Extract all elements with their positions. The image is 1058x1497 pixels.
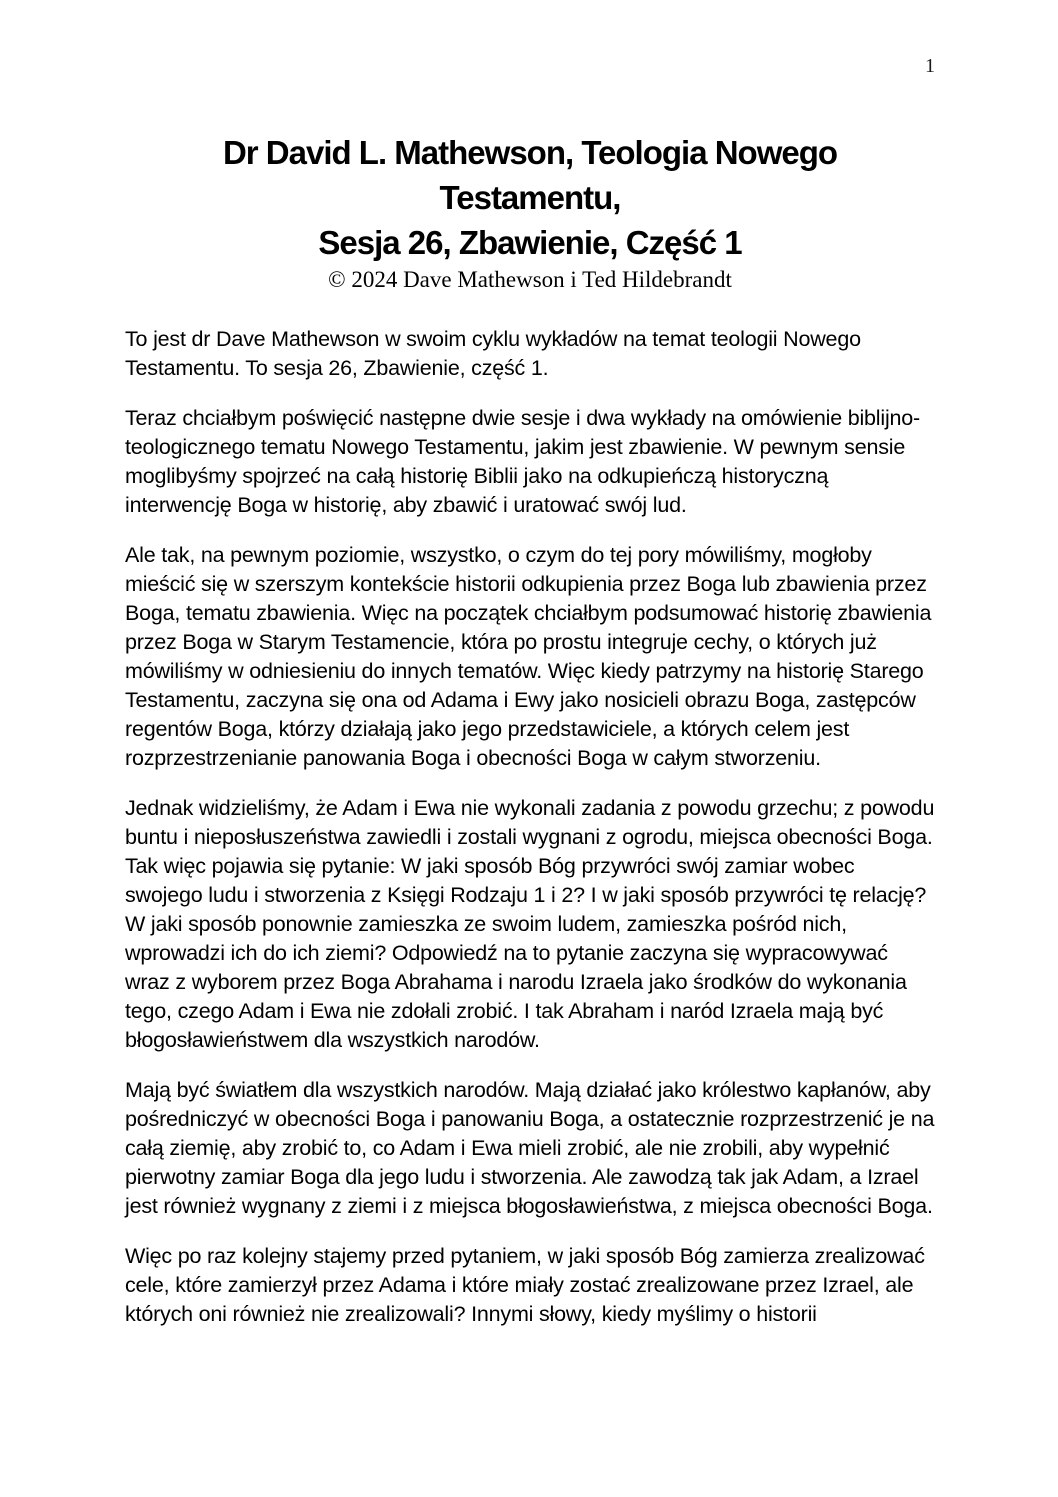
document-title <box>125 130 935 265</box>
paragraph: Mają być światłem dla wszystkich narodów. Mają działać jako królestwo kapłanów, aby pośredniczyć w obecności Boga i panowaniu Boga, a ostatecznie rozprzestrzenić je na całą ziemię, aby zrobić to, co Adam i Ewa mieli zrobić, ale nie zrobili, aby wypełnić pierwotny zamiar Boga dla jego ludu i stworzenia. Ale zawodzą tak jak Adam, a Izrael jest również wygnany z ziemi i z miejsca błogosławieństwa, z miejsca obecności Boga. <box>125 1078 935 1218</box>
document-body <box>125 325 935 1329</box>
paragraph: Ale tak, na pewnym poziomie, wszystko, o czym do tej pory mówiliśmy, mogłoby mieścić się w szerszym kontekście historii odkupienia przez Boga lub zbawienia przez Boga, tematu zbawienia. Więc na początek chciałbym podsumować historię zbawienia przez Boga w Starym Testamencie, która po prostu integruje cechy, o których już mówiliśmy w odniesieniu do innych tematów. Więc kiedy patrzymy na historię Starego Testamentu, zaczyna się ona od Adama i Ewy jako nosicieli obrazu Boga, zastępców regentów Boga, którzy działają jako jego przedstawiciele, a których celem jest rozprzestrzenianie panowania Boga i obecności Boga w całym stworzeniu. <box>125 543 932 770</box>
paragraph: Więc po raz kolejny stajemy przed pytaniem, w jaki sposób Bóg zamierza zrealizować cele, które zamierzył przez Adama i które miały zostać zrealizowane przez Izrael, ale których oni również nie zrealizowali? Innymi słowy, kiedy myślimy o historii <box>125 1244 925 1326</box>
paragraph: To jest dr Dave Mathewson w swoim cyklu wykładów na temat teologii Nowego Testamentu. To sesja 26, Zbawienie, część 1. <box>125 327 861 380</box>
document-title-line-2: Testamentu, <box>439 179 621 216</box>
page-number: 1 <box>925 55 935 77</box>
document-title-line-1: Dr David L. Mathewson, Teologia Nowego <box>222 134 838 171</box>
paragraph: Teraz chciałbym poświęcić następne dwie sesje i dwa wykłady na omówienie biblijno-teologicznego tematu Nowego Testamentu, jakim jest zbawienie. W pewnym sensie moglibyśmy spojrzeć na całą historię Biblii jako na odkupieńczą historyczną interwencję Boga w historię, aby zbawić i uratować swój lud. <box>125 406 921 517</box>
copyright-line: © 2024 Dave Mathewson i Ted Hildebrandt <box>328 267 732 292</box>
document-title-line-3: Sesja 26, Zbawienie, Część 1 <box>318 224 742 261</box>
paragraph: Jednak widzieliśmy, że Adam i Ewa nie wykonali zadania z powodu grzechu; z powodu buntu i nieposłuszeństwa zawiedli i zostali wygnani z ogrodu, miejsca obecności Boga. Tak więc pojawia się pytanie: W jaki sposób Bóg przywróci swój zamiar wobec swojego ludu i stworzenia z Księgi Rodzaju 1 i 2? I w jaki sposób przywróci tę relację? W jaki sposób ponownie zamieszka ze swoim ludem, zamieszka pośród nich, wprowadzi ich do ich ziemi? Odpowiedź na to pytanie zaczyna się wypracowywać wraz z wyborem przez Boga Abrahama i narodu Izraela jako środków do wykonania tego, czego Adam i Ewa nie zdołali zrobić. I tak Abraham i naród Izraela mają być błogosławieństwem dla wszystkich narodów. <box>125 796 935 1052</box>
